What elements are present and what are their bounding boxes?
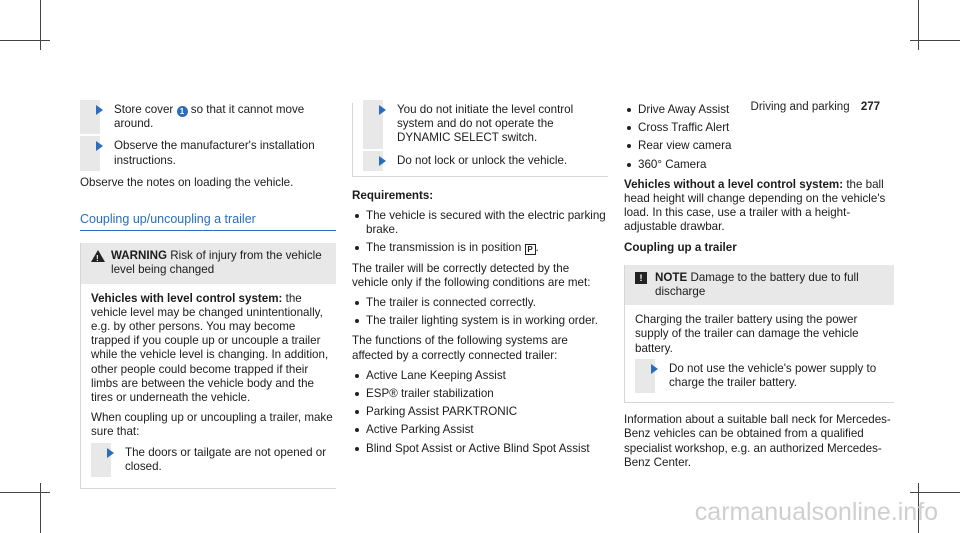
functions-list: [352, 369, 608, 456]
note-label: NOTE: [655, 270, 688, 284]
callout-badge-icon: 1: [177, 106, 188, 117]
arrow-icon: [379, 156, 386, 166]
warning-triangle-icon: !: [91, 250, 105, 262]
crop-mark: [40, 483, 41, 533]
list-item: The trailer is connected correctly.: [352, 296, 608, 310]
arrow-icon: [96, 141, 103, 151]
step-power-supply: Do not use the vehicle's power supply to charge the trailer battery.: [635, 362, 894, 390]
warning-text: Risk of injury from the vehicle level being changed: [111, 249, 322, 277]
arrow-icon: [96, 105, 103, 115]
step-store-cover: Store cover 1 so that it cannot move around.: [80, 103, 336, 131]
step-lock: Do not lock or unlock the vehicle.: [363, 154, 608, 168]
watermark: carmanualsonline.info: [694, 498, 938, 526]
warning-box: ! WARNING Risk of injury from the vehicle level being changed Vehicles with level control system: the vehicle level may be changed unintentionally, e.g. by other persons. You may become trapped if you couple up or uncouple a trailer while the vehicle level is changing. In addition, other people could become trapped if their limbs are between the vehicle body and the tires or underneath the vehicle. When coupling up or uncoupling a trailer, make sure that: The doors or tailgate are not opened or closed.: [80, 243, 336, 489]
list-item: The vehicle is secured with the electric parking brake.: [352, 209, 608, 237]
exclamation-icon: !: [635, 272, 647, 284]
requirements-list: [352, 209, 608, 256]
step-doors: The doors or tailgate are not opened or closed.: [91, 446, 336, 474]
coupling-title: Coupling up a trailer: [624, 240, 737, 254]
crop-mark: [0, 40, 50, 41]
list-item: Parking Assist PARKTRONIC: [352, 405, 608, 419]
column-2: You do not initiate the level control system and do not operate the DYNAMIC SELECT switch. Do not lock or unlock the vehicle. Requirements: The vehicle is secured with the electric parking brake. The transmission is in position P . The trailer will be correctly detected by the vehicle only if the following conditions are met: The trailer is connected correctly. The trailer lighting system is in working order. The functions of the following systems are affected by a correctly connected trailer: Active Lane Keeping Assist ESP® trailer stabilization Parking Assist PARKTRONIC Active Parking Assist Blind Spot Assist or Active Blind Spot Assist: [352, 103, 608, 462]
list-item: Drive Away Assist: [624, 103, 894, 117]
section-title: Coupling up/uncoupling a trailer: [80, 212, 336, 231]
detect-list: [352, 296, 608, 328]
park-position-icon: P: [525, 244, 536, 255]
step-observe-manufacturer: Observe the manufacturer's installation instructions.: [80, 139, 336, 167]
ball-neck-info: Information about a suitable ball neck for Mercedes-Benz vehicles can be obtained from a qualified specialist workshop, e.g. an authorized Mercedes-Benz Center.: [624, 413, 891, 469]
crop-mark: [910, 40, 960, 41]
list-item: Rear view camera: [624, 139, 894, 153]
crop-mark: [918, 0, 919, 50]
list-item: Cross Traffic Alert: [624, 121, 894, 135]
arrow-icon: [107, 448, 114, 458]
warning-label: WARNING: [111, 249, 168, 263]
list-item: Active Parking Assist: [352, 423, 608, 437]
list-item: 360° Camera: [624, 158, 894, 172]
loading-note: Observe the notes on loading the vehicle.: [80, 175, 294, 189]
step-level-control: You do not initiate the level control system and do not operate the DYNAMIC SELECT switch.: [363, 103, 608, 146]
list-item: Active Lane Keeping Assist: [352, 369, 608, 383]
page-number: 277: [860, 101, 880, 113]
requirements-title: Requirements:: [352, 188, 434, 202]
crop-mark: [0, 492, 50, 493]
arrow-icon: [651, 364, 658, 374]
list-item: The transmission is in position P .: [352, 241, 608, 255]
note-box: ! NOTE Damage to the battery due to full discharge Charging the trailer battery using the power supply of the trailer can damage the vehicle battery. Do not use the vehicle's power supply to charge the trailer battery.: [624, 265, 894, 403]
crop-mark: [40, 0, 41, 50]
section-name: Driving and parking: [750, 101, 850, 113]
list-item: Blind Spot Assist or Active Blind Spot Assist: [352, 442, 608, 456]
arrow-icon: [379, 105, 386, 115]
functions-list-continued: [624, 103, 894, 172]
column-3: Drive Away Assist Cross Traffic Alert Rear view camera 360° Camera Vehicles without a level control system: the ball head height will change depending on the vehicle's load. In this case, use a trailer with a height-adjustable drawbar. Coupling up a trailer ! NOTE Damage to the battery due to full discharge Charging the trailer battery using the power supply of the trailer can damage the vehicle battery. Do not use the vehicle's power supply to charge the trailer battery. Information about a suitable ball neck for Mercedes-Benz vehicles can be obtained from a qualified specialist workshop, e.g. an authorized Mercedes-Benz Center.: [624, 103, 894, 476]
note-text: Damage to the battery due to full discharge: [655, 270, 859, 299]
column-1: [80, 103, 336, 489]
list-item: ESP® trailer stabilization: [352, 387, 608, 401]
crop-mark: [910, 492, 960, 493]
list-item: The trailer lighting system is in working order.: [352, 314, 608, 328]
